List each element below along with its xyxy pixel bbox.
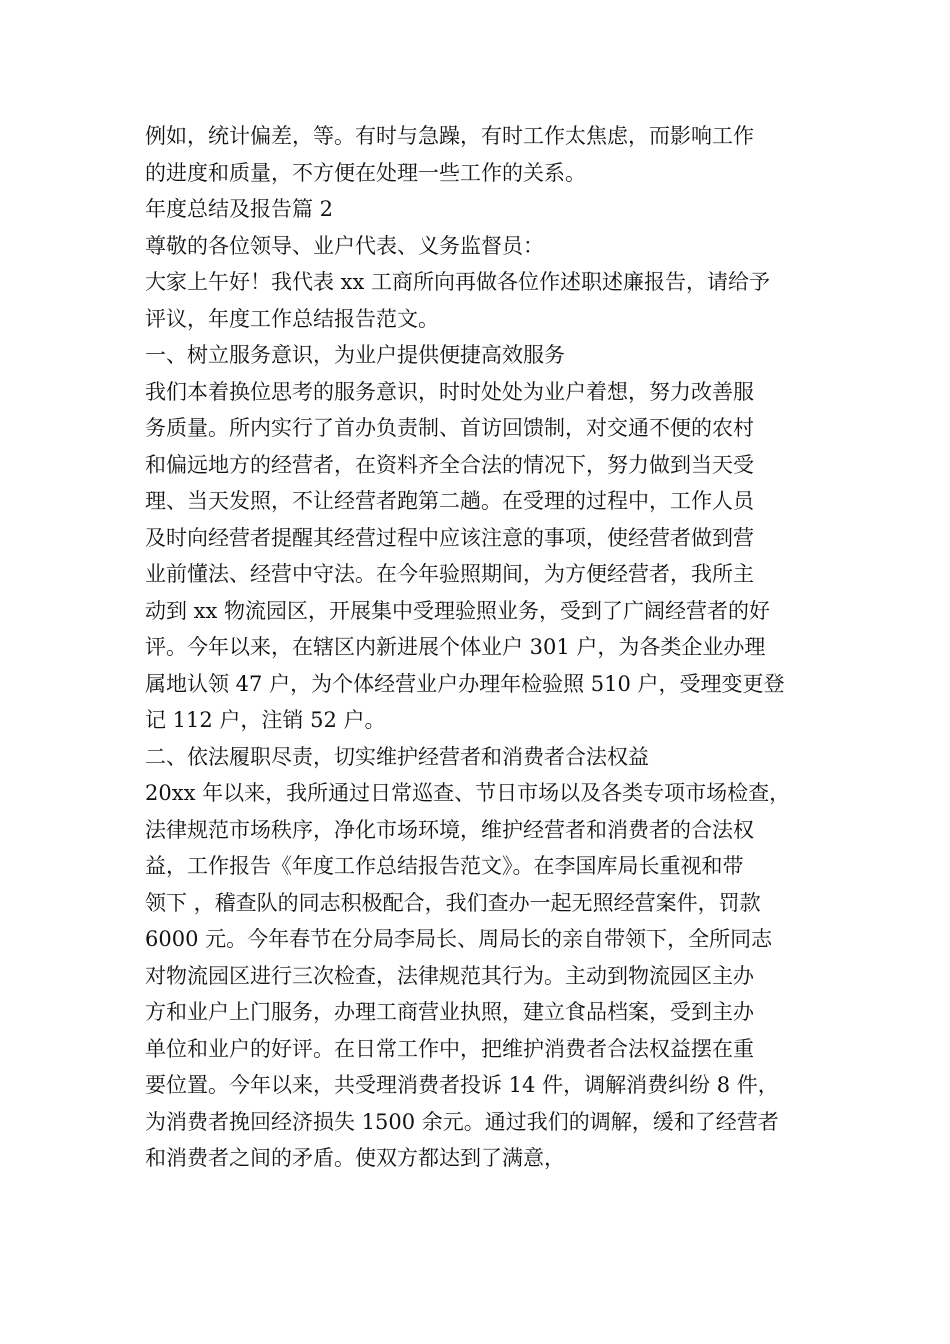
text-line: 为消费者挽回经济损失 1500 余元。通过我们的调解，缓和了经营者 xyxy=(145,1109,779,1134)
document-body xyxy=(145,118,825,1177)
text-line: 和消费者之间的矛盾。使双方都达到了满意， xyxy=(145,1146,565,1170)
text-line: 我们本着换位思考的服务意识，时时处处为业户着想，努力改善服 xyxy=(145,379,754,404)
text-line: 领下 ，稽查队的同志积极配合，我们查办一起无照经营案件，罚款 xyxy=(145,890,761,915)
text-line: 评议，年度工作总结报告范文。 xyxy=(145,306,439,331)
text-line: 动到 xx 物流园区，开展集中受理验照业务，受到了广阔经营者的好 xyxy=(145,598,771,623)
text-line: 务质量。所内实行了首办负责制、首访回馈制，对交通不便的农村 xyxy=(145,416,754,440)
salutation: 尊敬的各位领导、业户代表、义务监督员： xyxy=(145,233,544,258)
text-line: 例如，统计偏差，等。有时与急躁，有时工作太焦虑，而影响工作 xyxy=(145,124,754,148)
text-line: 的进度和质量，不方便在处理一些工作的关系。 xyxy=(145,160,586,185)
text-line: 方和业户上门服务，办理工商营业执照，建立食品档案，受到主办 xyxy=(145,1000,754,1024)
section-heading: 二、依法履职尽责，切实维护经营者和消费者合法权益 xyxy=(145,744,649,769)
text-line: 6000 元。今年春节在分局李局长、周局长的亲自带领下，全所同志 xyxy=(145,927,773,951)
text-line: 属地认领 47 户，为个体经营业户办理年检验照 510 户，受理变更登 xyxy=(145,671,785,696)
section-heading: 一、树立服务意识，为业户提供便捷高效服务 xyxy=(145,343,565,367)
text-line: 法律规范市场秩序，净化市场环境，维护经营者和消费者的合法权 xyxy=(145,817,754,842)
text-line: 理、当天发照，不让经营者跑第二趟。在受理的过程中，工作人员 xyxy=(145,489,754,513)
text-line: 对物流园区进行三次检查，法律规范其行为。主动到物流园区主办 xyxy=(145,963,754,988)
text-line: 及时向经营者提醒其经营过程中应该注意的事项，使经营者做到营 xyxy=(145,525,754,550)
text-line: 评。今年以来，在辖区内新进展个体业户 301 户，为各类企业办理 xyxy=(145,635,766,659)
text-line: 业前懂法、经营中守法。在今年验照期间，为方便经营者，我所主 xyxy=(145,562,754,586)
text-line: 记 112 户，注销 52 户。 xyxy=(145,708,386,732)
text-line: 要位置。今年以来，共受理消费者投诉 14 件，调解消费纠纷 8 件， xyxy=(145,1073,779,1097)
text-line: 20xx 年以来，我所通过日常巡查、节日市场以及各类专项市场检查， xyxy=(145,781,791,805)
section-title: 年度总结及报告篇 2 xyxy=(145,197,334,221)
text-line: 大家上午好！我代表 xx 工商所向再做各位作述职述廉报告，请给予 xyxy=(145,270,771,294)
text-line: 单位和业户的好评。在日常工作中，把维护消费者合法权益摆在重 xyxy=(145,1036,754,1061)
text-line: 和偏远地方的经营者，在资料齐全合法的情况下，努力做到当天受 xyxy=(145,452,754,477)
text-line: 益，工作报告《年度工作总结报告范文》。在李国库局长重视和带 xyxy=(145,854,744,878)
